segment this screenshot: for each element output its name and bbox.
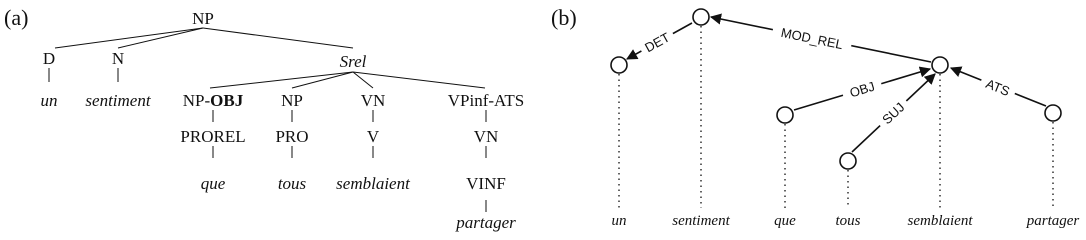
dep-node-que [777, 107, 793, 123]
tree-word-tous: tous [277, 174, 307, 193]
dep-word-que: que [774, 213, 796, 229]
tree-node-vn-inner: VN [473, 127, 499, 146]
tree-edge [353, 72, 485, 88]
tree-node-srel: Srel [339, 52, 367, 71]
dep-node-un [611, 57, 627, 73]
dep-word-tous: tous [835, 213, 861, 229]
constituency-tree [4, 5, 524, 232]
tree-word-un: un [40, 91, 58, 110]
tree-word-partager: partager [456, 213, 516, 232]
arc-label-det: DET [642, 29, 673, 56]
arc-label-obj: OBJ [847, 78, 877, 101]
dep-word-sentiment: sentiment [672, 213, 730, 229]
dep-node-sentiment [693, 9, 709, 25]
tree-word-que: que [200, 174, 226, 193]
dependency-graph [551, 5, 1079, 229]
panel-a-label: (a) [4, 5, 29, 30]
dep-node-semblaient [932, 57, 948, 73]
dep-word-semblaient: semblaient [907, 213, 973, 229]
np-obj-function: OBJ [210, 91, 244, 110]
tree-edge [203, 28, 353, 48]
arc-label-suj: SUJ [879, 99, 908, 128]
tree-node-vinf: VINF [466, 174, 506, 193]
arc-label-ats: ATS [983, 75, 1012, 99]
dep-word-un: un [611, 213, 627, 229]
tree-word-sentiment: sentiment [85, 91, 151, 110]
tree-node-vpinf-ats: VPinf-ATS [447, 91, 525, 110]
tree-node-vn: VN [360, 91, 386, 110]
tree-node-prorel: PROREL [180, 127, 246, 146]
tree-node-np-obj [183, 91, 244, 110]
dep-node-tous [840, 153, 856, 169]
dep-node-partager [1045, 105, 1061, 121]
tree-node-v: V [366, 127, 380, 146]
dep-word-partager: partager [1026, 213, 1080, 229]
tree-word-semblaient: semblaient [336, 174, 410, 193]
tree-edge [210, 72, 353, 88]
panel-b-label: (b) [551, 5, 577, 30]
tree-node-d: D [42, 49, 56, 68]
tree-edge [292, 72, 353, 88]
tree-node-n: N [111, 49, 125, 68]
tree-node-np-root: NP [192, 9, 214, 28]
arc-label-mod-rel: MOD_REL [779, 24, 845, 53]
np-obj-prefix: NP- [182, 91, 211, 110]
tree-node-np: NP [281, 91, 303, 110]
tree-node-pro: PRO [275, 127, 309, 146]
